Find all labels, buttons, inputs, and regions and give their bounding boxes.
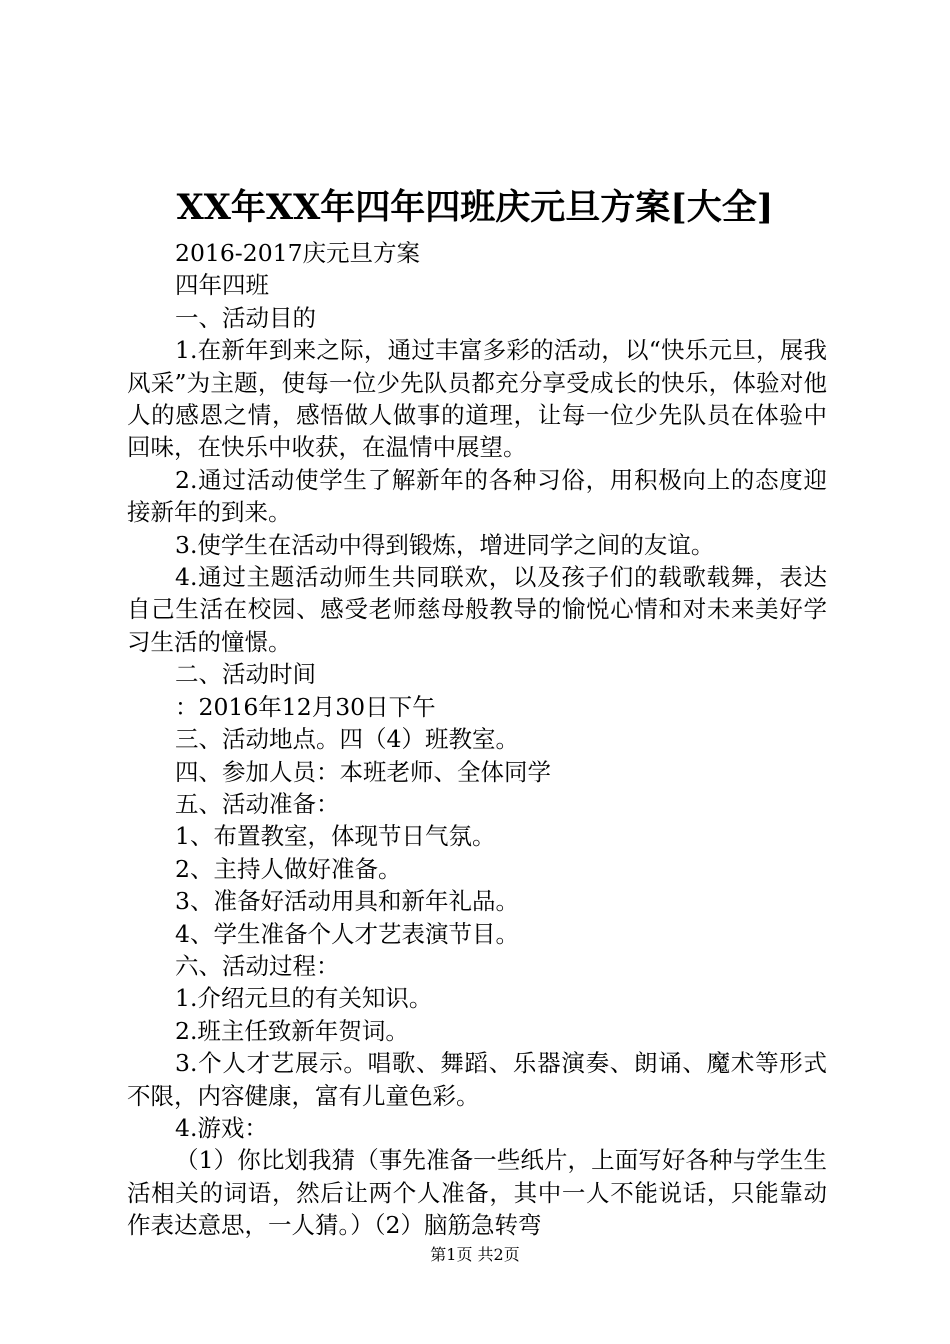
section-heading: 三、活动地点。四（4）班教室。 xyxy=(175,725,519,754)
paragraph: 2.通过活动使学生了解新年的各种习俗，用积极向上的态度迎接新年的到来。 xyxy=(127,465,827,527)
list-item: 2.班主任致新年贺词。 xyxy=(175,1016,409,1045)
list-item: 1、布置教室，体现节日气氛。 xyxy=(175,822,496,851)
paragraph: 3.使学生在活动中得到锻炼，增进同学之间的友谊。 xyxy=(175,530,715,559)
section-heading: 二、活动时间 xyxy=(175,660,316,689)
paragraph: 2016-2017庆元旦方案 xyxy=(175,239,421,267)
document-body xyxy=(127,237,827,1242)
list-item: 3、准备好活动用具和新年礼品。 xyxy=(175,887,519,916)
paragraph: 4.通过主题活动师生共同联欢，以及孩子们的载歌载舞，表达自己生活在校园、感受老师慈母般教导的愉悦心情和对未来美好学习生活的憧憬。 xyxy=(127,563,827,656)
list-item: 1.介绍元旦的有关知识。 xyxy=(175,984,433,1013)
section-heading: 六、活动过程： xyxy=(175,951,340,980)
paragraph: 四年四班 xyxy=(175,271,269,300)
list-item: 3.个人才艺展示。唱歌、舞蹈、乐器演奏、朗诵、魔术等形式不限，内容健康，富有儿童色彩。 xyxy=(127,1049,827,1110)
list-item: 2、主持人做好准备。 xyxy=(175,854,402,883)
list-item: 4.游戏： xyxy=(175,1113,268,1142)
list-item: 4、学生准备个人才艺表演节目。 xyxy=(175,919,519,948)
section-heading: 四、参加人员：本班老师、全体同学 xyxy=(175,757,551,786)
page-footer: 第1页 共2页 xyxy=(430,1245,520,1264)
paragraph: ：2016年12月30日下午 xyxy=(175,692,436,721)
document-title: XX年XX年四年四班庆元旦方案[大全] xyxy=(176,187,774,228)
paragraph: 1.在新年到来之际，通过丰富多彩的活动，以“快乐元旦，展我风采”为主题，使每一位少先队员都充分享受成长的快乐，体验对他人的感恩之情，感悟做人做事的道理，让每一位少先队员在体验中回味，在快乐中收获，在温情中展望。 xyxy=(127,336,827,462)
section-heading: 五、活动准备： xyxy=(175,789,340,818)
paragraph: （1）你比划我猜（事先准备一些纸片，上面写好各种与学生生活相关的词语，然后让两个人准备，其中一人不能说话，只能靠动作表达意思，一人猜。）（2）脑筋急转弯 xyxy=(127,1146,827,1240)
section-heading: 一、活动目的 xyxy=(175,303,316,332)
